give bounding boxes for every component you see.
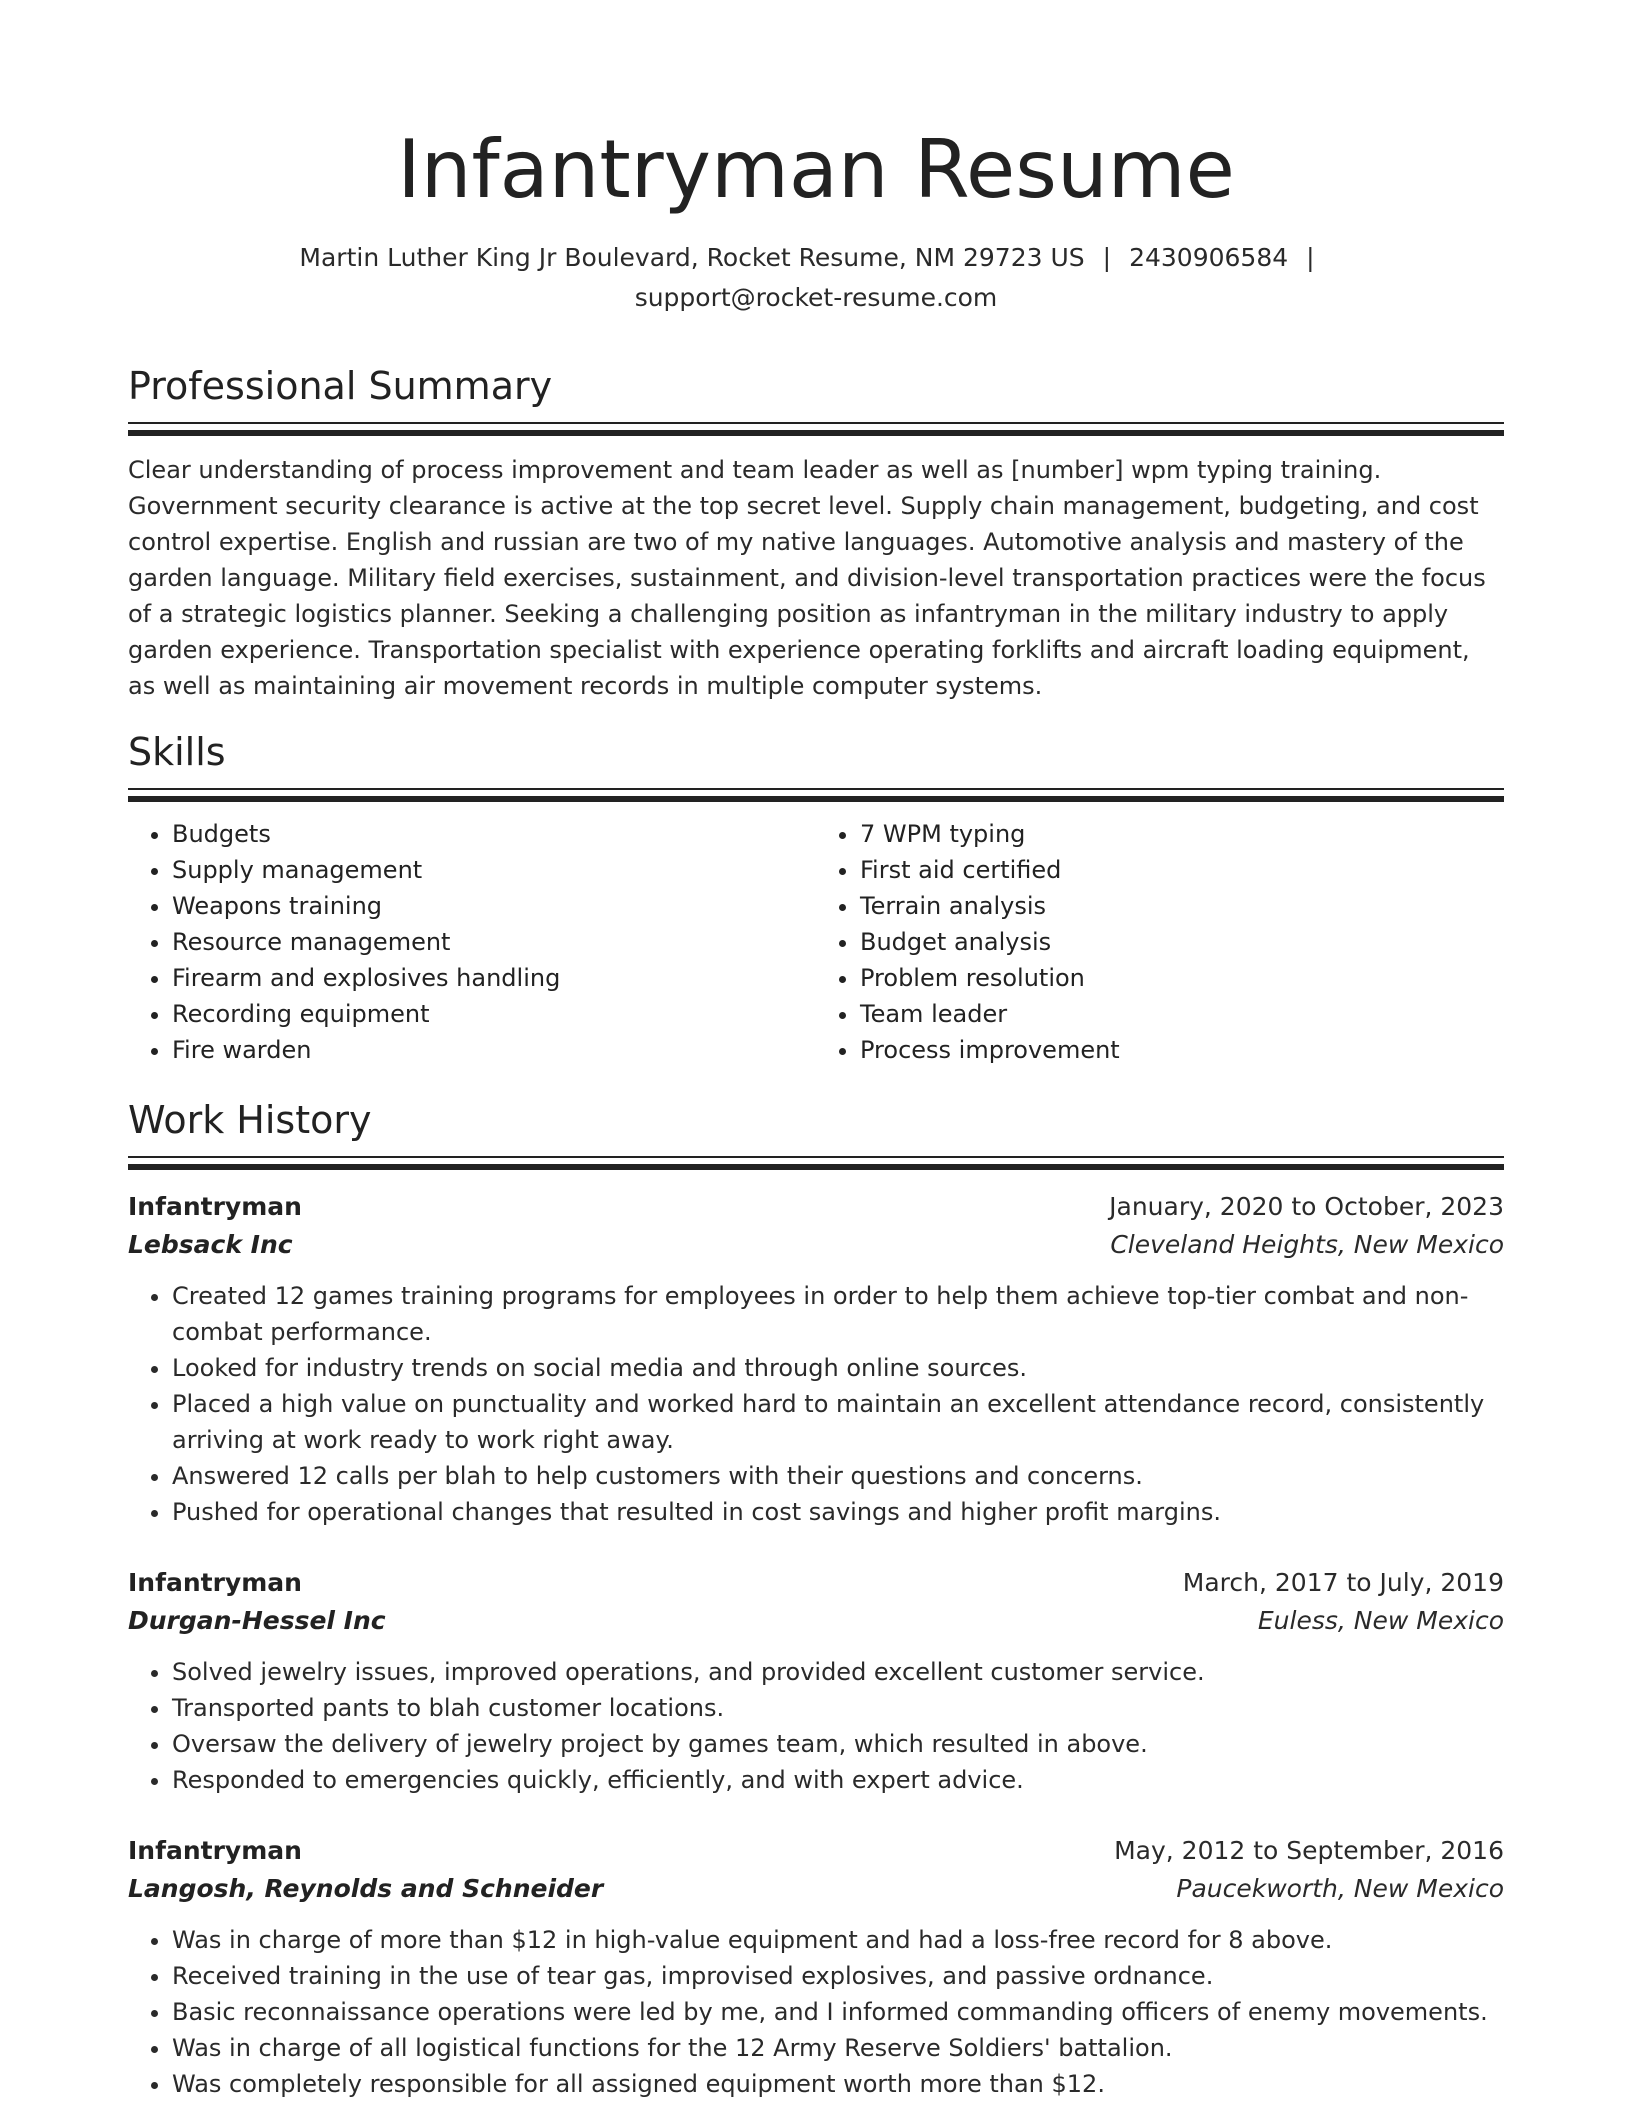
skill-item: • Team leader xyxy=(860,996,1504,1032)
job-bullet: • Was completely responsible for all assigned equipment worth more than $12. xyxy=(172,2066,1504,2102)
skill-item: • Budgets xyxy=(172,816,816,852)
job-dates: January, 2020 to October, 2023 xyxy=(1109,1192,1504,1221)
job-bullet: • Placed a high value on punctuality and worked hard to maintain an excellent attendance record, consistently arriving at work ready to work right away. xyxy=(172,1386,1504,1458)
skill-item: • Fire warden xyxy=(172,1032,816,1068)
skill-item: • Problem resolution xyxy=(860,960,1504,996)
skill-item: • 7 WPM typing xyxy=(860,816,1504,852)
job-title: Infantryman xyxy=(128,1836,302,1865)
job-bullet: • Solved jewelry issues, improved operations, and provided excellent customer service. xyxy=(172,1654,1504,1690)
contact-line-2 xyxy=(128,278,1504,318)
job-bullet: • Pushed for operational changes that resulted in cost savings and higher profit margins. xyxy=(172,1494,1504,1530)
skill-item: • Process improvement xyxy=(860,1032,1504,1068)
job-header-row xyxy=(128,1564,1504,1602)
job-entry xyxy=(128,1564,1504,1798)
skill-item: • Resource management xyxy=(172,924,816,960)
job-company-row xyxy=(128,1602,1504,1640)
job-dates: March, 2017 to July, 2019 xyxy=(1182,1568,1504,1597)
job-company: Langosh, Reynolds and Schneider xyxy=(128,1874,604,1903)
summary-section xyxy=(128,362,1504,704)
skill-item: • Firearm and explosives handling xyxy=(172,960,816,996)
resume-title: Infantryman Resume xyxy=(397,123,1235,216)
job-bullet: • Transported pants to blah customer locations. xyxy=(172,1690,1504,1726)
skills-section xyxy=(128,728,1504,1068)
job-entry xyxy=(128,1832,1504,2102)
job-bullet: • Looked for industry trends on social media and through online sources. xyxy=(172,1350,1504,1386)
job-entry xyxy=(128,1188,1504,1530)
skill-item: • Recording equipment xyxy=(172,996,816,1032)
job-bullets xyxy=(128,1922,1504,2102)
skill-item: • First aid certified xyxy=(860,852,1504,888)
section-heading-skills: Skills xyxy=(128,730,226,774)
job-title: Infantryman xyxy=(128,1568,302,1597)
section-divider xyxy=(128,422,1504,436)
job-bullets xyxy=(128,1654,1504,1798)
summary-text: Clear understanding of process improvement and team leader as well as [number] wpm typing training. Government security clearance is active at the top secret level. Supply chain management, budgeting, and cost control expertise. English and russian are two of my native languages. Automotive analysis and mastery of the garden language. Military field exercises, sustainment, and division-level transportation practices were the focus of a strategic logistics planner. Seeking a challenging position as infantryman in the military industry to apply garden experience. Transportation specialist with experience operating forklifts and aircraft loading equipment, as well as maintaining air movement records in multiple computer systems. xyxy=(128,456,1486,700)
job-bullet: • Oversaw the delivery of jewelry project by games team, which resulted in above. xyxy=(172,1726,1504,1762)
skill-item: • Budget analysis xyxy=(860,924,1504,960)
contact-phone: 2430906584 xyxy=(1129,243,1289,272)
job-bullets xyxy=(128,1278,1504,1530)
skill-item: • Supply management xyxy=(172,852,816,888)
job-header-row xyxy=(128,1832,1504,1870)
skills-list-right xyxy=(816,816,1504,1068)
contact-info xyxy=(128,238,1504,318)
job-company: Durgan-Hessel Inc xyxy=(128,1606,386,1635)
job-bullet: • Was in charge of all logistical functions for the 12 Army Reserve Soldiers' battalion. xyxy=(172,2030,1504,2066)
contact-separator: | xyxy=(1102,243,1112,272)
job-dates: May, 2012 to September, 2016 xyxy=(1114,1836,1504,1865)
skill-item: • Terrain analysis xyxy=(860,888,1504,924)
job-bullet: • Created 12 games training programs for employees in order to help them achieve top-tier combat and non-combat performance. xyxy=(172,1278,1504,1350)
section-heading-work-history: Work History xyxy=(128,1098,372,1142)
job-location: Paucekworth, New Mexico xyxy=(1176,1874,1504,1903)
skill-item: • Weapons training xyxy=(172,888,816,924)
contact-address: Martin Luther King Jr Boulevard, Rocket Resume, NM 29723 US xyxy=(299,243,1085,272)
job-bullet: • Was in charge of more than $12 in high-value equipment and had a loss-free record for 8 above. xyxy=(172,1922,1504,1958)
job-location: Euless, New Mexico xyxy=(1257,1606,1504,1635)
skills-list-left xyxy=(128,816,816,1068)
section-heading-summary: Professional Summary xyxy=(128,364,553,408)
job-bullet: • Responded to emergencies quickly, efficiently, and with expert advice. xyxy=(172,1762,1504,1798)
job-company-row xyxy=(128,1870,1504,1908)
contact-separator: | xyxy=(1306,243,1315,272)
job-header-row xyxy=(128,1188,1504,1226)
job-bullet: • Received training in the use of tear gas, improvised explosives, and passive ordnance. xyxy=(172,1958,1504,1994)
section-divider xyxy=(128,788,1504,802)
work-history-section xyxy=(128,1096,1504,2102)
job-company-row xyxy=(128,1226,1504,1264)
job-bullet: • Answered 12 calls per blah to help customers with their questions and concerns. xyxy=(172,1458,1504,1494)
job-bullet: • Basic reconnaissance operations were led by me, and I informed commanding officers of enemy movements. xyxy=(172,1994,1504,2030)
section-divider xyxy=(128,1156,1504,1170)
contact-line-1 xyxy=(128,238,1504,278)
job-location: Cleveland Heights, New Mexico xyxy=(1110,1230,1504,1259)
contact-email[interactable]: support@rocket-resume.com xyxy=(634,283,998,312)
job-title: Infantryman xyxy=(128,1192,302,1221)
skills-columns xyxy=(128,816,1504,1068)
job-company: Lebsack Inc xyxy=(128,1230,293,1259)
